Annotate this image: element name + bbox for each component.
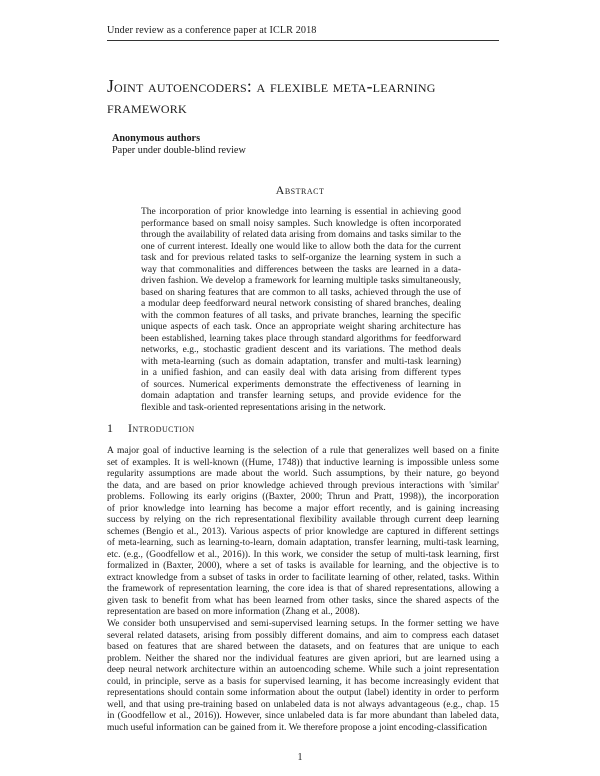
text-line: success by relying on the rich representational flexibility available through current deep learning	[107, 515, 499, 525]
text-line: deep neural network architecture within an autoencoding scheme. While such a joint representation	[107, 665, 499, 675]
running-header: Under review as a conference paper at ICLR 2018	[107, 25, 317, 36]
text-line: based on sharing features that are common to all tasks, achieved through the use of	[141, 287, 461, 298]
section-heading	[107, 421, 195, 436]
page-number: 1	[297, 752, 303, 763]
text-line: networks, e.g., stochastic gradient descent and its variations. The method deals	[141, 345, 461, 355]
text-line: formalized in (Baxter, 2000), where a set of tasks is available for learning, and the objective is to	[107, 561, 499, 571]
paper-title	[107, 76, 507, 118]
text-line: with the common features of all tasks, and private branches, learning the specific	[141, 310, 461, 321]
text-line: We consider both unsupervised and semi-supervised learning setups. In the former setting we have	[107, 619, 499, 629]
abstract-heading: Abstract	[275, 183, 325, 197]
authors: Anonymous authors	[112, 133, 201, 144]
text-line: of meta-learning, such as learning-to-learn, domain adaptation, transfer learning, multi-task learning,	[107, 538, 499, 548]
text-line: of sources. Numerical experiments demonstrate the effectiveness of learning in	[141, 379, 461, 390]
text-line: the data, and are based on prior knowledge achieved through previous interactions with 'similar'	[107, 480, 499, 491]
text-line: one of current interest. Ideally one would like to allow both the data for the current	[141, 241, 461, 252]
text-line: set of examples. It is well-known ((Hume, 1748)) that inductive learning is impossible unless some	[107, 457, 499, 468]
text-line: unique aspects of each task. Once an appropriate weight sharing architecture has	[141, 322, 461, 332]
text-line: A major goal of inductive learning is the selection of a rule that generalizes well based on a finite	[107, 446, 499, 456]
text-line: well, and that using pre-training based on unlabeled data is not always advantageous (e.g., chap. 15	[107, 699, 499, 710]
text-line: of prior knowledge into learning has become a major effort recently, and is gaining increasing	[107, 503, 499, 514]
text-line: problems. Following its early origins ((Baxter, 2000; Thrun and Pratt, 1998)), the incorporation	[107, 492, 499, 502]
text-line: domain adaptation and transfer learning setups, and provide evidence for the	[141, 391, 461, 401]
text-line: could, in principle, serve as a basis for supervised learning, it has become increasingly evident that	[107, 676, 499, 687]
text-line: in a unified fashion, and can easily deal with data arising from different types	[141, 368, 461, 378]
section-title: Introduction	[128, 421, 195, 435]
text-line: problem. Neither the shared nor the individual features are given apriori, but are learned using a	[107, 653, 499, 664]
title-line-1: Joint autoencoders: a flexible meta-learning	[107, 76, 436, 96]
text-line: representations should contain some information about the output (label) identity in order to perform	[107, 688, 499, 698]
text-line: schemes (Bengio et al., 2013). Various aspects of prior knowledge are captured in different settings	[107, 526, 499, 537]
affiliation: Paper under double-blind review	[112, 145, 246, 156]
text-line: performance based on small noisy samples. Such knowledge is often incorporated	[141, 218, 461, 229]
text-line: regularity assumptions are made about the world. Such assumptions, by their nature, go beyond	[107, 469, 499, 479]
text-line: been established, learning takes place through standard algorithms for feedforward	[141, 333, 461, 344]
text-line: based on features that are shared between the datasets, and on features that are unique to each	[107, 642, 499, 652]
text-line: driven fashion. We develop a framework for learning multiple tasks simultaneously,	[141, 276, 461, 286]
text-line: way that commonalities and differences between the tasks are learned in a data-	[141, 264, 461, 275]
title-line-2: framework	[107, 97, 187, 117]
text-line: flexible and task-oriented representations arising in the network.	[141, 402, 386, 413]
text-line: much useful information can be gained from it. We therefore propose a joint encoding-classification	[107, 722, 487, 733]
text-line: extract knowledge from a subset of tasks in order to facilitate learning of other, related, tasks. Within	[107, 572, 499, 583]
text-line: etc. (e.g., (Goodfellow et al., 2016)). In this work, we consider the setup of multi-task learning, first	[107, 549, 499, 560]
text-line: the framework of representation learning, the core idea is that of shared representations, allowing a	[107, 584, 499, 594]
header-rule	[107, 40, 499, 41]
text-line: task and for previous related tasks to self-organize the learning system in such a	[141, 253, 461, 263]
text-line: The incorporation of prior knowledge into learning is essential in achieving good	[141, 207, 461, 217]
text-line: with meta-learning (such as domain adaptation, transfer and multi-task learning)	[141, 356, 461, 367]
text-line: representation are based on more information (Zhang et al., 2008).	[107, 607, 360, 617]
text-line: through the availability of related data arising from domains and tasks similar to the	[141, 230, 461, 240]
text-line: in (Goodfellow et al., 2016)). However, since unlabeled data is far more abundant than labeled data,	[107, 711, 499, 721]
section-number: 1	[107, 421, 114, 435]
text-line: given task to benefit from what has been learned from other tasks, since the shared aspects of the	[107, 595, 499, 606]
text-line: several related datasets, arising from possibly different domains, and aim to compress each dataset	[107, 630, 499, 641]
text-line: a modular deep feedforward neural network consisting of shared branches, dealing	[141, 299, 461, 309]
